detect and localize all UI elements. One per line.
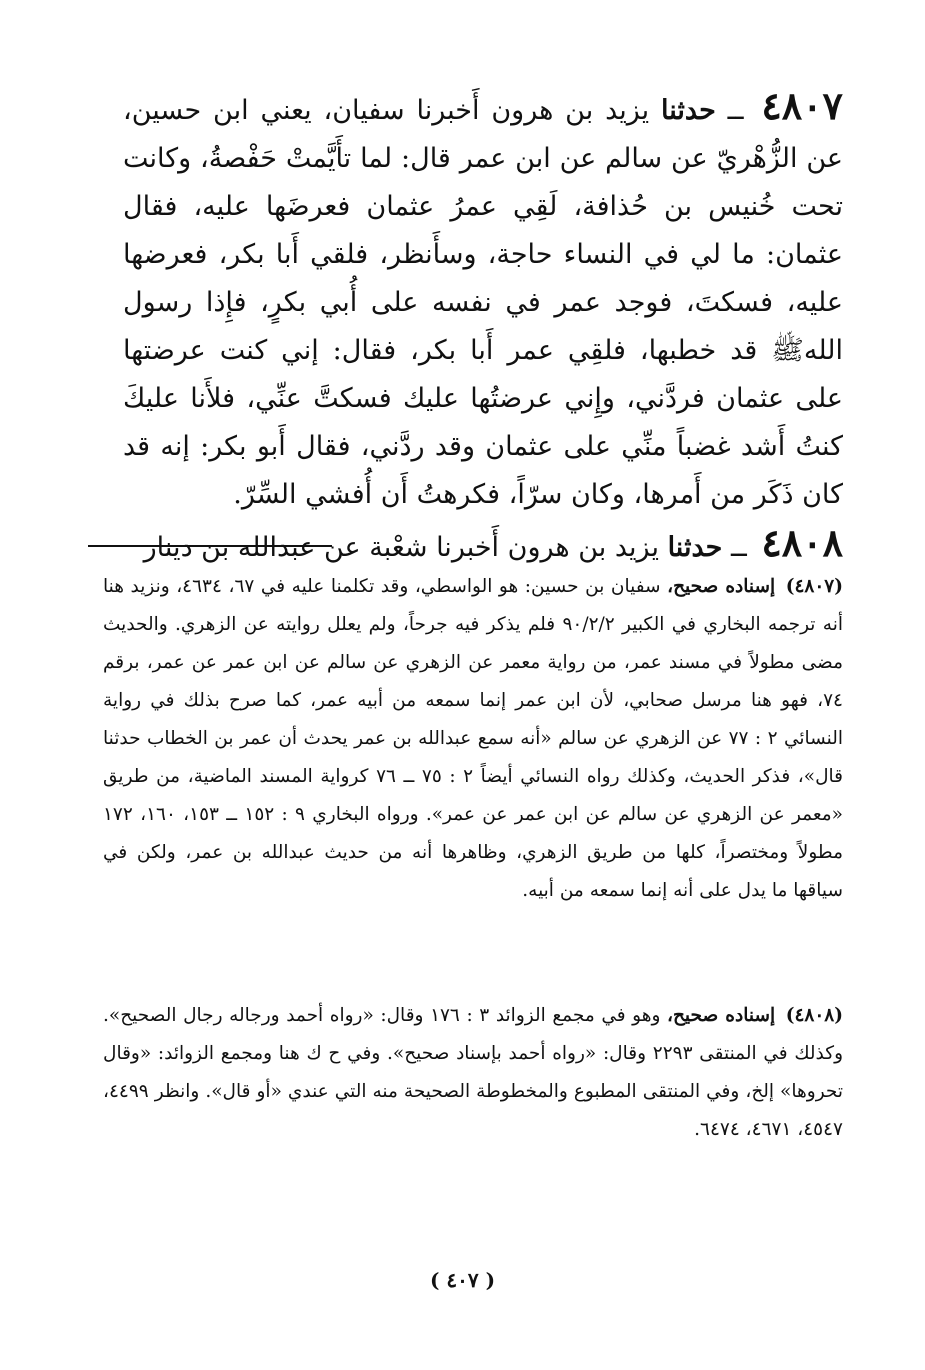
footnote-keyword-4807: إسناده صحيح، bbox=[667, 576, 776, 597]
footnote-keyword-4808: إسناده صحيح، bbox=[667, 1005, 776, 1026]
hadith-number-4808: ٤٨٠٨ bbox=[761, 520, 843, 565]
hadith-keyword-4808: حدثنا bbox=[667, 532, 723, 563]
hadith-number-4807: ٤٨٠٧ bbox=[761, 83, 843, 128]
footnote-number-4807: (٤٨٠٧) bbox=[785, 576, 843, 597]
page-number: ( ٤٠٧ ) bbox=[429, 1268, 496, 1292]
hadith-text-4807: يزيد بن هرون أَخبرنا سفيان، يعني ابن حسين، عن الزُّهْريّ عن سالم عن ابن عمر قال: لما تأَيَّمتْ حَفْصةُ، وكانت تحت خُنيس بن حُذافة، لَقِي عمرُ عثمان فعرضَها عليه، فقال عثمان: ما لي في النساء حاجة، وسأَنظر، فلقي أَبا بكر، فعرضها عليه، فسكتَ، فوجد عمر في نفسه على أُبي بكرٍ، فإِذا رسول اللهﷺ قد خطبها، فلقِي عمر أَبا بكر، فقال: إني كنت عرضتها على عثمان فردَّني، وإِني عرضتُها عليك فسكتَّ عنِّي، فلأَنا عليكَ كنتُ أَشد غضباً منِّي على عثمان وقد ردَّني، فقال أَبو بكر: إنه قد كان ذَكَر من أَمرها، وكان سرّاً، فكرهتُ أَن أُفشي السِّرّ. bbox=[123, 95, 843, 510]
footnote-4808 bbox=[103, 997, 843, 1149]
hadith-text-4808: يزيد بن هرون أَخبرنا شعْبة عن عبدالله بن دينار bbox=[143, 532, 659, 563]
hadith-4807 bbox=[123, 82, 843, 572]
hadith-keyword-4807: حدثنا bbox=[661, 95, 716, 126]
hadith-separator-4807: ــ bbox=[727, 95, 744, 126]
hadith-separator-4808: ــ bbox=[730, 532, 747, 563]
footnote-number-4808: (٤٨٠٨) bbox=[785, 1005, 843, 1026]
footnote-text-4808: وهو في مجمع الزوائد ٣ : ١٧٦ وقال: «رواه أحمد ورجاله رجال الصحيح». وكذلك في المنتقى ٢٢٩٣ وقال: «رواه أحمد بإسناد صحيح». وفي ح ك هنا ومجمع الزوائد: «وقال تحروها» إلخ، وفي المنتقى المطبوع والمخطوطة الصحيحة منه التي عندي «أو قال». وانظر ٤٤٩٩، ٤٥٤٧، ٤٦٧١، ٦٤٧٤. bbox=[103, 1005, 844, 1140]
footnote-4807 bbox=[103, 568, 843, 910]
footnote-divider bbox=[88, 545, 332, 547]
footnote-text-4807: سفيان بن حسين: هو الواسطي، وقد تكلمنا عليه في ٦٧، ٤٦٣٤، ونزيد هنا أنه ترجمه البخاري في الكبير ٩٠/٢/٢ فلم يذكر فيه جرحاً، ولم يعلل روايته عن الزهري. والحديث مضى مطولاً في مسند عمر، من رواية معمر عن الزهري عن سالم عن ابن عمر عن عمر، برقم ٧٤، فهو هنا مرسل صحابي، لأن ابن عمر إنما سمعه من أبيه عمر، كما صرح بذلك في رواية النسائي ٢ : ٧٧ عن الزهري عن سالم «أنه سمع عبدالله بن عمر يحدث أن عمر بن الخطاب حدثنا قال»، فذكر الحديث، وكذلك رواه النسائي أيضاً ٢ : ٧٥ ــ ٧٦ كرواية المسند الماضية، من طريق «معمر عن الزهري عن سالم عن ابن عمر عن عمر». ورواه البخاري ٩ : ١٥٢ ــ ١٥٣، ١٦٠، ١٧٢ مطولاً ومختصراً، كلها من طريق الزهري، وظاهرها أنه من حديث عبدالله بن عمر، ولكن في سياقها ما يدل على أنه إنما سمعه من أبيه. bbox=[103, 576, 844, 901]
